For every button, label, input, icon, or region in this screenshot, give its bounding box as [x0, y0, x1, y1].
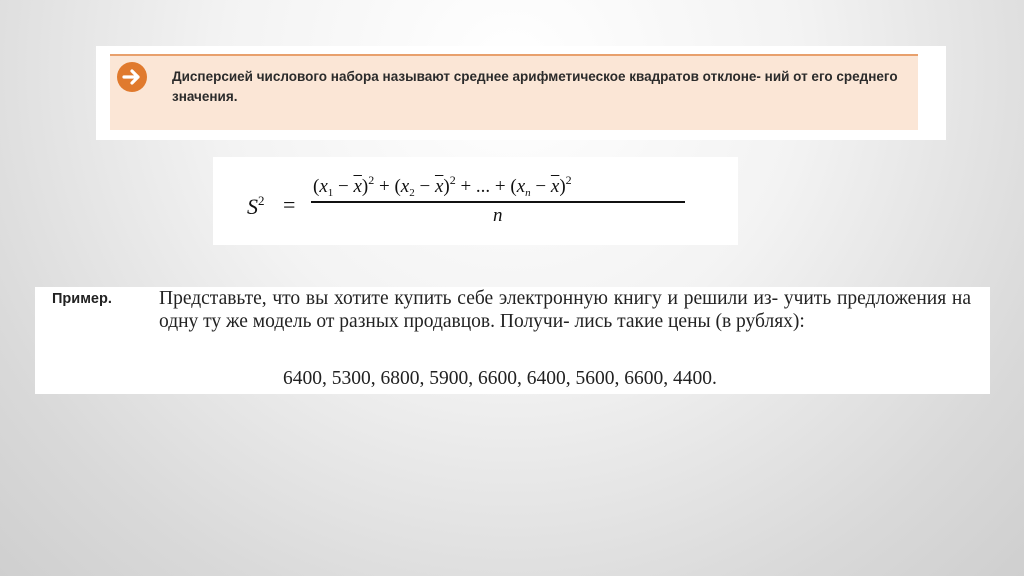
arrow-right-circle-icon [117, 62, 147, 92]
definition-text: Дисперсией числового набора называют среднее арифметическое квадратов отклоне- ний от его среднего значения. [172, 69, 898, 104]
formula-lhs: $S^2$ [247, 193, 265, 219]
formula-denominator: n [493, 205, 503, 226]
example-box [35, 287, 990, 394]
price-list: 6400, 5300, 6800, 5900, 6600, 6400, 5600, 6600, 4400. [283, 368, 717, 389]
example-label: Пример. [52, 291, 112, 307]
example-text: Представьте, что вы хотите купить себе электронную книгу и решили из- учить предложения на одну ту же модель от разных продавцов. Получи- лись такие цены (в рублях): [159, 288, 971, 332]
variance-formula [247, 171, 697, 237]
definition-frame [96, 46, 946, 140]
fraction-bar [311, 201, 685, 203]
formula-equals: = [283, 192, 296, 217]
definition-box [110, 54, 918, 130]
formula-box [213, 157, 738, 245]
formula-numerator: $(x_1 - \overline{x})^2 + (x_2 - \overline{x})^2$ + ... + $(x_n - \overline{x})^2$ [313, 173, 572, 199]
